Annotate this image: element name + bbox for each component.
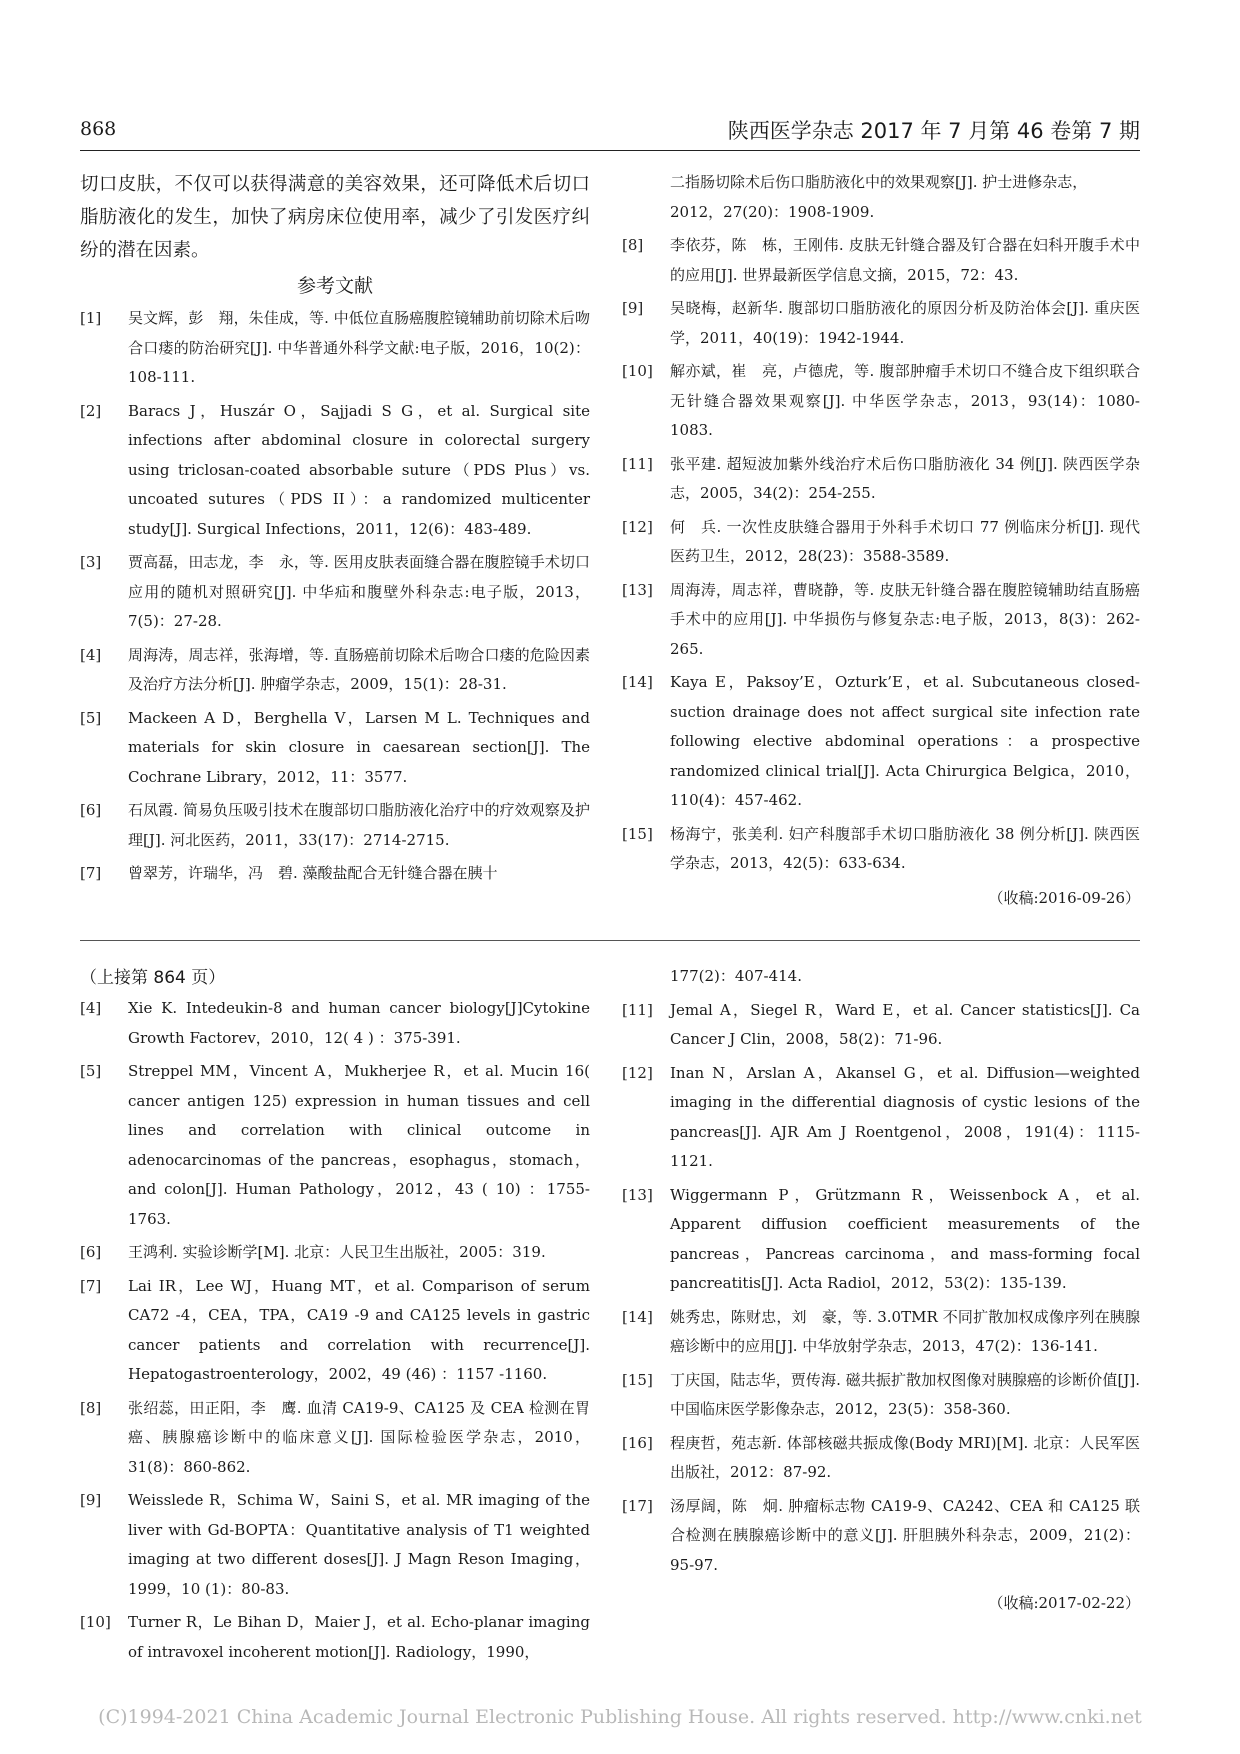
reference-number: [9] [622, 299, 644, 317]
reference-number: [8] [622, 236, 644, 254]
reference-item [80, 1272, 590, 1390]
reference-item [622, 450, 1140, 509]
reference-number: [12] [622, 1063, 653, 1082]
reference-item [622, 357, 1140, 446]
reference-item [80, 397, 590, 545]
reference-item [80, 704, 590, 793]
reference-item [622, 1366, 1140, 1425]
reference-number: [17] [622, 1496, 653, 1515]
reference-number: [1] [80, 309, 102, 327]
reference-text: Mackeen A D，Berghella V，Larsen M L. Techniques and materials for skin closure in caesarean section[J]. The Cochrane Library，2012，11：3577. [128, 708, 590, 786]
reference-text: 吴文辉，彭 翔，朱佳成，等. 中低位直肠癌腹腔镜辅助前切除术后吻合口瘘的防治研究[J]. 中华普通外科学文献:电子版，2016，10(2)：108-111. [128, 309, 590, 386]
reference-text: 周海涛，周志祥，张海增，等. 直肠癌前切除术后吻合口瘘的危险因素及治疗方法分析[J]. 肿瘤学杂志，2009，15(1)：28-31. [128, 645, 590, 693]
reference-number: [3] [80, 553, 102, 571]
reference-text: Jemal A，Siegel R，Ward E，et al. Cancer statistics[J]. Ca Cancer J Clin，2008，58(2)：71-96. [670, 1000, 1140, 1048]
article-b-left-column [80, 962, 590, 1671]
reference-item [622, 1303, 1140, 1362]
reference-text: Weisslede R，Schima W，Saini S，et al. MR imaging of the liver with Gd-BOPTA：Quantitative analysis of T1 weighted imaging at two different doses[J]. J Magn Reson Imaging，1999，10 (1)：80-83. [128, 1491, 590, 1598]
reference-number: [11] [622, 454, 653, 473]
reference-number: [5] [80, 708, 102, 727]
reference-number: [11] [622, 1000, 653, 1019]
reference-text: 石凤霞. 简易负压吸引技术在腹部切口脂肪液化治疗中的疗效观察及护理[J]. 河北医药，2011，33(17)：2714-2715. [128, 801, 590, 849]
reference-item [80, 641, 590, 700]
reference-text: 程庚哲，苑志新. 体部核磁共振成像(Body MRI)[M]. 北京：人民军医出版社，2012：87-92. [670, 1433, 1140, 1481]
reference-text: 解亦斌，崔 亮，卢德虎，等. 腹部肿瘤手术切口不缝合皮下组织联合无针缝合器效果观察[J]. 中华医学杂志，2013，93(14)：1080-1083. [670, 362, 1140, 439]
reference-item [80, 994, 590, 1053]
reference-number: [10] [622, 362, 653, 380]
reference-item [80, 859, 590, 889]
reference-item [622, 231, 1140, 290]
reference-text: 曾翠芳，许瑞华，冯 碧. 藻酸盐配合无针缝合器在胰十 [128, 864, 498, 882]
reference-text: 吴晓梅，赵新华. 腹部切口脂肪液化的原因分析及防治体会[J]. 重庆医学，2011，40(19)：1942-1944. [670, 299, 1140, 347]
reference-text: 王鸿利. 实验诊断学[M]. 北京：人民卫生出版社，2005：319. [128, 1243, 546, 1261]
reference-text: Wiggermann P，Grützmann R，Weissenbock A，et al. Apparent diffusion coefficient measurements of the pancreas，Pancreas carcinoma，and mass-forming focal pancreatitis[J]. Acta Radiol，2012，53(2)：135-139. [670, 1185, 1140, 1292]
reference-number: [4] [80, 645, 102, 664]
journal-header: 陕西医学杂志 2017 年 7 月第 46 卷第 7 期 [727, 119, 1140, 143]
reference-text: 张平建. 超短波加紫外线治疗术后伤口脂肪液化 34 例[J]. 陕西医学杂志，2005，34(2)：254-255. [670, 454, 1140, 502]
article-a-left-column [80, 168, 590, 893]
reference-number: [9] [80, 1491, 102, 1509]
reference-item [622, 294, 1140, 353]
reference-text: Lai IR，Lee WJ，Huang MT，et al. Comparison of serum CA72 -4，CEA，TPA，CA19 -9 and CA125 levels in gastric cancer patients and correlation with recurrence[J]. Hepatogastroenterology，2002，49 (46) ：1157 -1160. [128, 1276, 590, 1383]
reference-continuation: 二指肠切除术后伤口脂肪液化中的效果观察[J]. 护士进修杂志，2012，27(20)：1908-1909. [670, 173, 1088, 221]
received-date: （收稿:2017-02-22） [988, 1594, 1140, 1612]
reference-item [622, 820, 1140, 879]
reference-text: Streppel MM，Vincent A，Mukherjee R，et al. Mucin 16( cancer antigen 125) expression in human tissues and cell lines and correlation with clinical outcome in adenocarcinomas of the pancreas，esophagus，stomach，and colon[J]. Human Pathology，2012，43 ( 10) ：1755-1763. [128, 1062, 590, 1228]
references-heading: 参考文献 [296, 275, 373, 297]
reference-item [80, 1608, 590, 1667]
reference-text: Inan N，Arslan A，Akansel G，et al. Diffusion—weighted imaging in the differential diagnosis of cystic lesions of the pancreas[J]. AJR Am J Roentgenol，2008，191(4)：1115-1121. [670, 1063, 1140, 1170]
reference-number: [8] [80, 1398, 102, 1417]
reference-number: [15] [622, 824, 653, 843]
reference-text: 汤厚阔，陈 炯. 肿瘤标志物 CA19-9、CA242、CEA 和 CA125 联合检测在胰腺癌诊断中的意义[J]. 肝胆胰外科杂志，2009，21(2)：95-97. [670, 1496, 1140, 1574]
reference-text: 姚秀忠，陈财忠，刘 豪，等. 3.0TMR 不同扩散加权成像序列在胰腺癌诊断中的应用[J]. 中华放射学杂志，2013，47(2)：136-141. [670, 1307, 1140, 1355]
page-number: 868 [80, 118, 117, 140]
reference-item [622, 513, 1140, 572]
header-rule [80, 150, 1140, 151]
reference-item [622, 1059, 1140, 1177]
reference-item [622, 1429, 1140, 1488]
reference-number: [15] [622, 1370, 653, 1389]
reference-number: [16] [622, 1433, 653, 1452]
reference-item [622, 668, 1140, 816]
reference-item [622, 576, 1140, 665]
reference-number: [10] [80, 1613, 111, 1631]
reference-number: [12] [622, 517, 653, 536]
reference-text: 丁庆国，陆志华，贾传海. 磁共振扩散加权图像对胰腺癌的诊断价值[J]. 中国临床医学影像杂志，2012，23(5)：358-360. [670, 1370, 1140, 1418]
reference-number: [14] [622, 1307, 653, 1326]
reference-number: [5] [80, 1062, 102, 1080]
reference-item [80, 796, 590, 855]
article-a-right-column [622, 168, 1140, 913]
reference-item [80, 1238, 590, 1268]
reference-text: 杨海宁，张美利. 妇产科腹部手术切口脂肪液化 38 例分析[J]. 陕西医学杂志，2013，42(5)：633-634. [670, 824, 1140, 872]
reference-text: 李依芬，陈 栋，王刚伟. 皮肤无针缝合器及钉合器在妇科开腹手术中的应用[J]. 世界最新医学信息文摘，2015，72：43. [670, 236, 1140, 284]
reference-number: [13] [622, 580, 653, 599]
section-divider [80, 940, 1140, 941]
reference-number: [4] [80, 999, 102, 1017]
reference-text: 何 兵. 一次性皮肤缝合器用于外科手术切口 77 例临床分析[J]. 现代医药卫生，2012，28(23)：3588-3589. [670, 517, 1140, 565]
reference-number: [6] [80, 801, 102, 819]
reference-number: [7] [80, 1276, 102, 1295]
reference-number: [13] [622, 1185, 653, 1204]
reference-text: Xie K. Intedeukin-8 and human cancer biology[J]Cytokine Growth Factorev，2010，12( 4 ) ：375-391. [128, 999, 590, 1047]
reference-item [80, 1394, 590, 1483]
reference-number: [14] [622, 673, 653, 691]
reference-text: 张绍蕊，田正阳，李 鹰. 血清 CA19-9、CA125 及 CEA 检测在胃癌、胰腺癌诊断中的临床意义[J]. 国际检验医学杂志，2010，31(8)：860-862. [128, 1398, 590, 1476]
received-date: （收稿:2016-09-26） [988, 888, 1140, 907]
body-paragraph: 切口皮肤，不仅可以获得满意的美容效果，还可降低术后切口脂肪液化的发生，加快了病房床位使用率，减少了引发医疗纠纷的潜在因素。 [80, 174, 590, 261]
reference-continuation: 177(2)：407-414. [670, 967, 802, 985]
reference-text: 周海涛，周志祥，曹晓静，等. 皮肤无针缝合器在腹腔镜辅助结直肠癌手术中的应用[J]. 中华损伤与修复杂志:电子版，2013，8(3)：262-265. [670, 580, 1140, 658]
reference-text: Turner R，Le Bihan D，Maier J，et al. Echo-planar imaging of intravoxel incoherent motion[J]. Radiology，1990， [128, 1613, 590, 1661]
article-b-right-column [622, 962, 1140, 1618]
reference-item [622, 1181, 1140, 1299]
copyright-footer: (C)1994-2021 China Academic Journal Electronic Publishing House. All rights reserved. http://www.cnki.net [98, 1706, 1142, 1728]
reference-item [80, 1057, 590, 1234]
reference-text: Kaya E，Paksoy’E，Ozturk’E，et al. Subcutaneous closed-suction drainage does not affect surgical site infection rate following elective abdominal operations：a prospective randomized clinical trial[J]. Acta Chirurgica Belgica，2010，110(4)：457-462. [670, 673, 1140, 809]
reference-number: [6] [80, 1243, 102, 1261]
reference-item [80, 1486, 590, 1604]
reference-item [80, 304, 590, 393]
reference-item [622, 996, 1140, 1055]
reference-text: Baracs J，Huszár O，Sajjadi S G，et al. Surgical site infections after abdominal closure in colorectal surgery using triclosan-coated absorbable suture（PDS Plus）vs. uncoated sutures（PDS II）：a randomized multicenter study[J]. Surgical Infections，2011，12(6)：483-489. [128, 401, 590, 538]
reference-item [622, 1492, 1140, 1581]
reference-text: 贾高磊，田志龙，李 永，等. 医用皮肤表面缝合器在腹腔镜手术切口应用的随机对照研究[J]. 中华疝和腹壁外科杂志:电子版，2013，7(5)：27-28. [128, 553, 590, 630]
reference-number: [7] [80, 864, 102, 882]
continued-from-note: （上接第 864 页） [80, 968, 226, 988]
reference-number: [2] [80, 401, 102, 420]
reference-item [80, 548, 590, 637]
